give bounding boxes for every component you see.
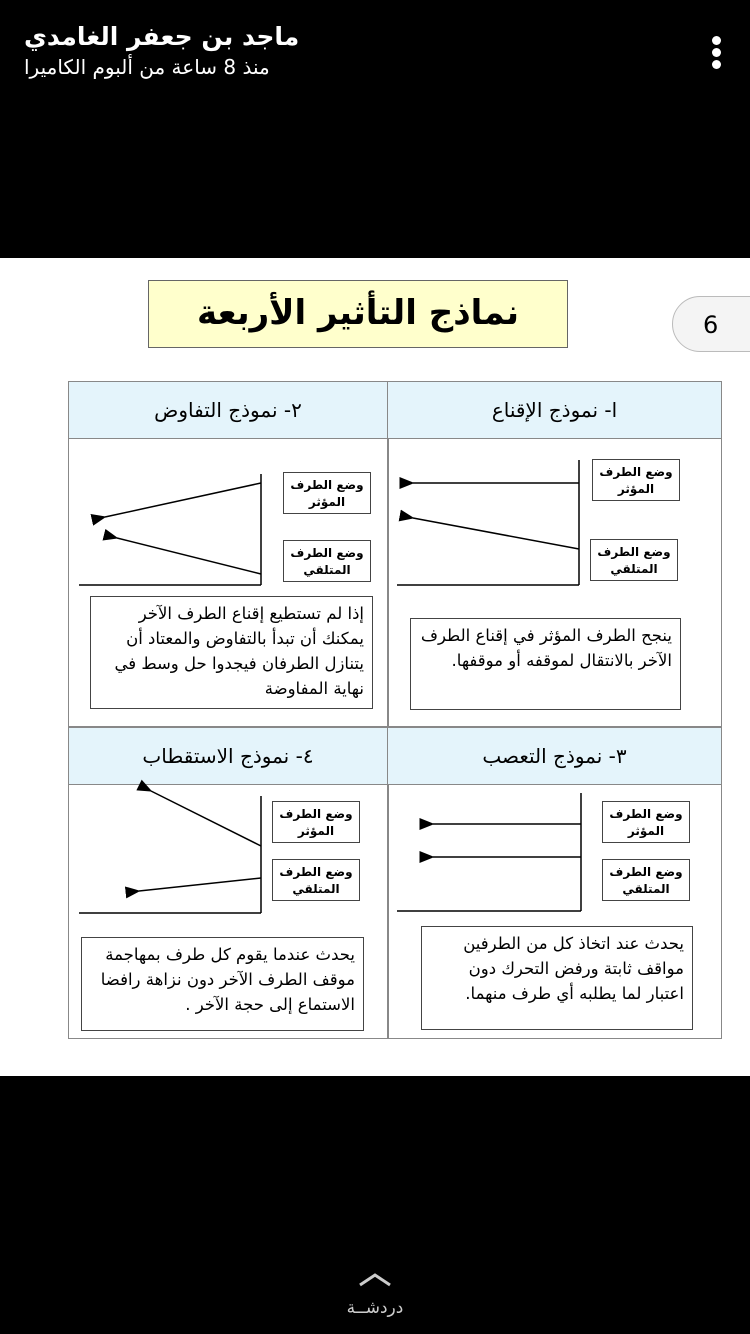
chat-button[interactable] [0, 1270, 750, 1318]
header-text [24, 22, 324, 79]
slide-image [0, 258, 750, 1076]
chat-label[interactable]: دردشــة [346, 1298, 404, 1318]
model-2-label-influencer: وضع الطرف المؤثر [283, 472, 371, 514]
model-4-label-influencer: وضع الطرف المؤثر [272, 801, 360, 843]
model-2-description: إذا لم تستطيع إقناع الطرف الآخر يمكنك أن تبدأ بالتفاوض والمعتاد أن يتنازل الطرفان فيجدوا حل وسط في نهاية المفاوضة [90, 596, 373, 709]
page-number: 6 [672, 296, 750, 352]
model-3-label-recipient: وضع الطرف المتلقي [602, 859, 690, 901]
model-2-label-recipient: وضع الطرف المتلقي [283, 540, 371, 582]
model-2-heading: ٢- نموذج التفاوض [69, 382, 387, 439]
model-3-heading: ٣- نموذج التعصب [388, 728, 721, 785]
model-4-description: يحدث عندما يقوم كل طرف بمهاجمة موقف الطرف الآخر دون نزاهة رافضا الاستماع إلى حجة الآخر . [81, 937, 364, 1031]
more-options-icon[interactable] [710, 36, 722, 74]
model-1-description: ينجح الطرف المؤثر في إقناع الطرف الآخر بالانتقال لموقفه أو موقفها. [410, 618, 681, 710]
model-4-heading: ٤- نموذج الاستقطاب [69, 728, 387, 785]
model-3-description: يحدث عند اتخاذ كل من الطرفين مواقف ثابتة ورفض التحرك دون اعتبار لما يطلبه أي طرف منهما. [421, 926, 693, 1030]
model-4-label-recipient: وضع الطرف المتلقي [272, 859, 360, 901]
model-3-label-influencer: وضع الطرف المؤثر [602, 801, 690, 843]
poster-name[interactable]: ماجد بن جعفر الغامدي [24, 22, 300, 51]
slide-title: نماذج التأثير الأربعة [148, 280, 568, 348]
models-grid [68, 381, 722, 1039]
post-timestamp: منذ 8 ساعة من ألبوم الكاميرا [24, 55, 270, 79]
model-1-heading: ا- نموذج الإقناع [388, 382, 721, 439]
model-1-label-recipient: وضع الطرف المتلقي [590, 539, 678, 581]
chevron-up-icon[interactable] [0, 1270, 750, 1292]
model-1-label-influencer: وضع الطرف المؤثر [592, 459, 680, 501]
